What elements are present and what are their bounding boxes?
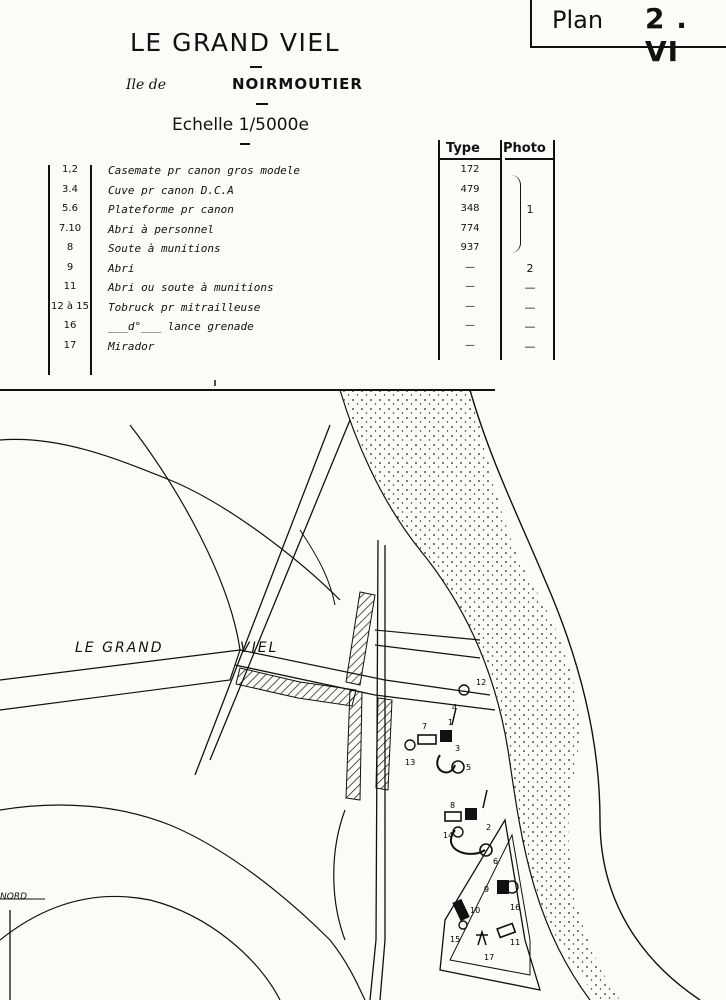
legend-type: 172 [460,164,480,175]
legend-photo: 1 [526,203,534,216]
legend-type: 937 [460,242,480,253]
legend-photo: — [524,300,536,314]
legend-num: 16 [63,320,77,331]
casemate-marker-1 [440,730,452,742]
ammo-store-marker-8 [445,812,461,821]
legend-row [0,223,560,242]
legend-desc: Mirador [108,339,155,353]
marker-label: 4 [452,703,458,712]
legend-type: — [465,261,475,273]
legend-row [0,203,560,222]
legend-desc: Casemate pr canon gros modele [108,164,301,177]
legend-type: 479 [460,183,480,195]
site-map [0,380,726,1000]
legend-type: 774 [460,222,480,234]
legend-desc: Plateforme pr canon [108,203,234,216]
subtitle-divider [256,103,268,105]
marker-label: 15 [450,935,461,944]
place-label-right: VIEL [240,640,279,656]
legend-type: — [465,281,475,292]
mirador-marker-17 [476,932,488,945]
legend-num: 7.10 [58,222,82,234]
legend-row [0,242,560,261]
shelter-marker-10 [452,899,470,921]
photo-group-brace [510,175,521,253]
scale-label: Echelle 1/5000e [172,115,309,135]
legend-num: 11 [63,281,77,292]
legend-type: — [465,339,475,351]
legend-desc: Cuve pr canon D.C.A [108,183,234,197]
island-name: NOIRMOUTIER [232,75,363,93]
legend-num: 8 [66,242,74,253]
marker-label: 7 [422,722,428,731]
marker-label: 5 [466,763,472,772]
legend-type: — [465,320,475,331]
north-label: NORD [0,892,27,902]
legend-row [0,164,560,183]
legend-photo: — [524,339,536,353]
legend-row [0,184,560,203]
legend-desc: Soute à munitions [108,242,221,255]
marker-label: 9 [484,885,490,894]
legend-num: 12 à 15 [51,300,89,312]
marker-label: 6 [493,857,499,866]
tobruck-marker-13 [405,740,415,750]
store-marker-11 [497,924,515,938]
marker-label: 8 [450,801,456,810]
legend-desc: Abri [108,261,135,275]
marker-label: 16 [510,903,521,912]
legend-desc: ___d°___ lance grenade [108,320,254,333]
island-prefix: Ile de [126,77,166,93]
title-divider [250,66,262,68]
marker-label: 1 [448,718,454,727]
marker-label: 10 [470,906,481,915]
legend-desc: Abri à personnel [108,222,214,236]
photo-underline [505,158,553,160]
map-title: LE GRAND VIEL [130,28,341,57]
legend-row [0,281,560,300]
casemate-marker-2 [465,808,477,820]
legend-num: 17 [63,339,77,351]
legend-row [0,262,560,281]
marker-label: 11 [510,938,521,947]
legend-num: 3.4 [62,183,78,195]
marker-label: 14 [443,831,454,840]
marker-label: 3 [455,744,461,753]
legend-num: 9 [66,261,74,273]
legend-header-photo: Photo [503,141,546,156]
tobruck-marker-12 [459,685,469,695]
shelter-marker-9 [497,880,509,894]
legend-photo: — [524,320,536,333]
legend-row [0,340,560,359]
scale-divider [240,143,250,145]
place-label-left: LE GRAND [75,640,164,656]
marker-label: 17 [484,953,495,962]
legend-num: 5.6 [62,203,78,214]
marker-label: 2 [486,823,492,832]
marker-label: 13 [405,758,416,767]
plan-number: 2 . VI [645,2,688,68]
legend-type: — [465,300,475,312]
legend-desc: Abri ou soute à munitions [108,281,274,294]
plan-word: Plan [552,6,604,34]
marker-label: 12 [476,678,487,687]
type-underline [440,158,500,160]
platform-marker-6 [480,844,492,856]
legend-type: 348 [460,203,480,214]
tobruck-marker-15 [459,921,467,929]
legend-desc: Tobruck pr mitrailleuse [108,300,261,314]
legend-photo: 2 [526,261,534,275]
legend-row [0,320,560,339]
legend-row [0,301,560,320]
legend-header-type: Type [446,141,480,156]
shelter-marker-7 [418,735,436,744]
legend-photo: — [524,281,536,294]
legend-num: 1,2 [62,164,78,175]
